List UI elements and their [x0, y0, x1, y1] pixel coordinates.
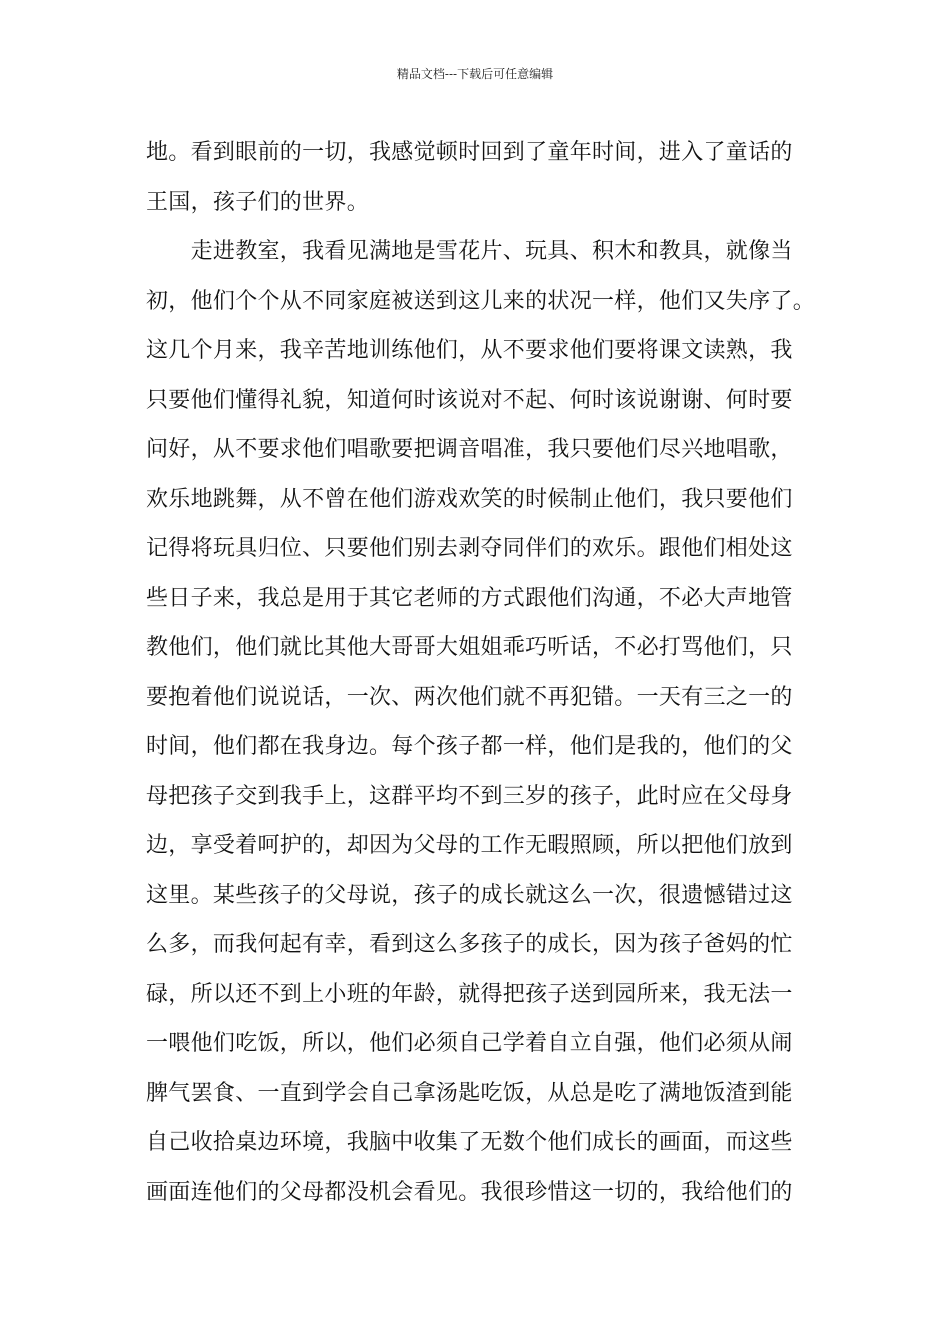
text-line: 要抱着他们说说话，一次、两次他们就不再犯错。一天有三之一的: [146, 685, 793, 710]
text-line: 时间，他们都在我身边。每个孩子都一样，他们是我的，他们的父: [146, 734, 793, 759]
text-line: 些日子来，我总是用于其它老师的方式跟他们沟通，不必大声地管: [146, 586, 793, 611]
text-line: 走进教室，我看见满地是雪花片、玩具、积木和教具，就像当: [146, 239, 793, 264]
text-line: 王国，孩子们的世界。: [146, 190, 370, 215]
text-line: 么多，而我何起有幸，看到这么多孩子的成长，因为孩子爸妈的忙: [146, 932, 793, 957]
text-line: 母把孩子交到我手上，这群平均不到三岁的孩子，此时应在父母身: [146, 784, 793, 809]
text-line: 画面连他们的父母都没机会看见。我很珍惜这一切的，我给他们的: [146, 1180, 793, 1205]
text-line: 只要他们懂得礼貌，知道何时该说对不起、何时该说谢谢、何时要: [146, 388, 793, 413]
text-line: 边，享受着呵护的，却因为父母的工作无暇照顾，所以把他们放到: [146, 833, 793, 858]
text-line: 地。看到眼前的一切，我感觉顿时回到了童年时间，进入了童话的: [146, 140, 793, 165]
text-line: 碌，所以还不到上小班的年龄，就得把孩子送到园所来，我无法一: [146, 982, 793, 1007]
page-header: 精品文档---下载后可任意编辑: [396, 67, 554, 81]
text-line: 一喂他们吃饭，所以，他们必须自己学着自立自强，他们必须从闹: [146, 1031, 793, 1056]
text-line: 脾气罢食、一直到学会自己拿汤匙吃饭，从总是吃了满地饭渣到能: [146, 1081, 793, 1106]
text-line: 欢乐地跳舞，从不曾在他们游戏欢笑的时候制止他们，我只要他们: [146, 487, 793, 512]
text-line: 记得将玩具归位、只要他们别去剥夺同伴们的欢乐。跟他们相处这: [146, 536, 793, 561]
text-line: 问好，从不要求他们唱歌要把调音唱准，我只要他们尽兴地唱歌，: [146, 437, 793, 462]
text-line: 初，他们个个从不同家庭被送到这儿来的状况一样，他们又失序了。: [146, 289, 816, 314]
text-line: 这里。某些孩子的父母说，孩子的成长就这么一次，很遗憾错过这: [146, 883, 793, 908]
text-line: 教他们，他们就比其他大哥哥大姐姐乖巧听话，不必打骂他们，只: [146, 635, 793, 660]
text-line: 这几个月来，我辛苦地训练他们，从不要求他们要将课文读熟，我: [146, 338, 793, 363]
text-line: 自己收拾桌边环境，我脑中收集了无数个他们成长的画面，而这些: [146, 1130, 793, 1155]
